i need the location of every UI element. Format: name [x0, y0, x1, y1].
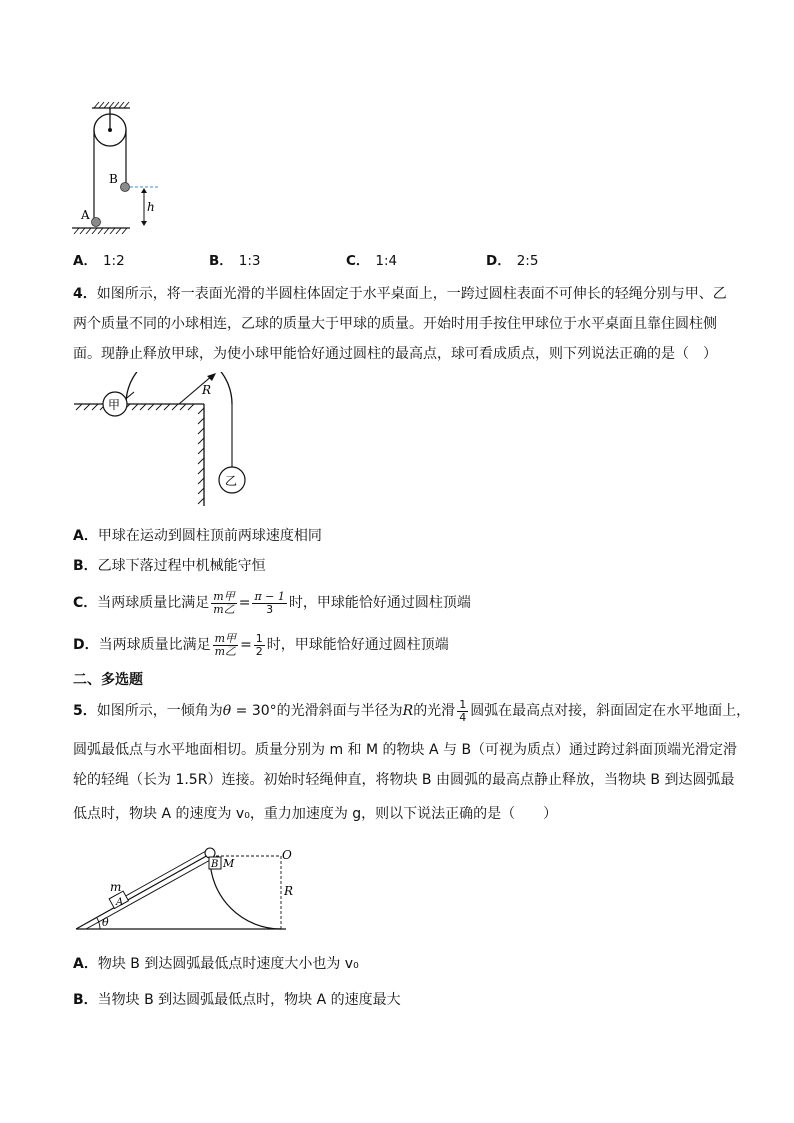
q3-option-d: D． 2:5: [486, 253, 539, 269]
radius-label: R: [202, 383, 212, 397]
label-bm: M: [223, 857, 235, 870]
quarter-fraction: $\frac{1}{4}$: [459, 697, 467, 724]
ball-jia-label: 甲: [108, 398, 121, 412]
half-cylinder-figure: [70, 372, 260, 510]
label-h: h: [147, 200, 155, 214]
q5-option-a: A．物块 B 到达圆弧最低点时速度大小也为 v₀: [73, 956, 359, 972]
mass-ratio-fraction: $\frac{\text{m甲}}{\text{m乙}}$: [213, 589, 235, 616]
incline-arc-figure: [70, 842, 310, 934]
q5-line-2: 圆弧最低点与水平地面相切。质量分别为 m 和 M 的物块 A 与 B（可视为质点）通过跨过斜面顶端光滑定滑: [73, 742, 738, 758]
q4-option-d: D．当两球质量比满足 $\frac{\text{m甲}}{\text{m乙}}$ = $\frac{1}{2}$ 时，甲球能恰好通过圆柱顶端: [73, 631, 449, 658]
q3-option-a: A． 1:2: [73, 253, 125, 269]
label-a: A: [116, 897, 124, 908]
section-title: 二、多选题: [73, 672, 143, 688]
q5-line-3: 轮的轻绳（长为 1.5R）连接。初始时轻绳伸直，将物块 B 由圆弧的最高点静止释放，当物块 B 到达圆弧最: [73, 772, 735, 788]
q3-option-b: B． 1:3: [209, 253, 261, 269]
q4-option-c: C．当两球质量比满足 $\frac{\text{m甲}}{\text{m乙}}$ = $\frac{\pi - 1}{3}$ 时，甲球能恰好通过圆柱顶端: [73, 589, 471, 616]
label-m: m: [110, 880, 122, 894]
label-a: A: [81, 208, 90, 222]
q5-line-4: 低点时，物块 A 的速度为 v₀，重力加速度为 g，则以下说法正确的是（ ）: [73, 806, 558, 822]
label-b: B: [211, 859, 219, 870]
q4-line-1: 4．如图所示，将一表面光滑的半圆柱体固定于水平桌面上，一跨过圆柱表面不可伸长的轻绳分别与甲、乙: [73, 286, 727, 302]
pi-fraction: $\frac{\pi - 1}{3}$: [254, 589, 285, 616]
q4-line-3: 面。现静止释放甲球，为使小球甲能恰好通过圆柱的最高点，球可看成质点，则下列说法正确的是（ ）: [73, 346, 717, 362]
label-b: B: [109, 172, 118, 186]
mass-ratio-fraction: $\frac{\text{m甲}}{\text{m乙}}$: [214, 631, 237, 658]
q5-line-1: 5．如图所示，一倾角为θ = 30°的光滑斜面与半径为R的光滑 $\frac{1}{4}$ 圆弧在最高点对接，斜面固定在水平地面上，: [73, 697, 751, 724]
label-r: R: [284, 884, 294, 898]
label-theta: θ: [102, 916, 109, 929]
q3-option-c: C． 1:4: [346, 253, 398, 269]
label-o: O: [282, 848, 292, 862]
ball-yi-label: 乙: [225, 474, 238, 488]
pulley-figure: [68, 98, 168, 238]
q5-option-b: B．当物块 B 到达圆弧最低点时，物块 A 的速度最大: [73, 992, 401, 1008]
q4-line-2: 两个质量不同的小球相连，乙球的质量大于甲球的质量。开始时用手按住甲球位于水平桌面且靠住圆柱侧: [73, 316, 717, 332]
half-fraction: $\frac{1}{2}$: [255, 631, 263, 658]
q4-option-a: A．甲球在运动到圆柱顶前两球速度相同: [73, 528, 322, 544]
q4-option-b: B．乙球下落过程中机械能守恒: [73, 558, 266, 574]
